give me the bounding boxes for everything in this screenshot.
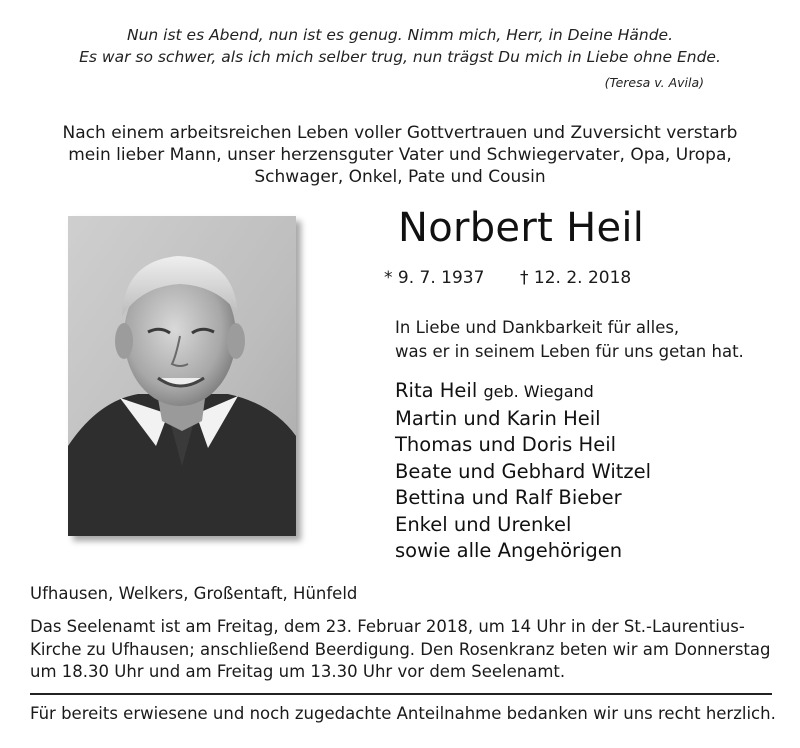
portrait-photo <box>68 216 296 536</box>
mourners-list <box>395 378 651 565</box>
mourner-item: Bettina und Ralf Bieber <box>395 486 622 509</box>
dedication-text <box>395 316 744 364</box>
service-details <box>30 616 772 684</box>
death-date: † 12. 2. 2018 <box>520 268 632 288</box>
mourner-item: Beate und Gebhard Witzel <box>395 459 652 483</box>
mourner-item: Thomas und Doris Heil <box>395 433 617 456</box>
closing-thanks: Für bereits erwiesene und noch zugedachte Anteilnahme bedanken wir uns recht herzlich. <box>30 704 776 723</box>
mourner-item: Martin und Karin Heil <box>395 406 601 430</box>
mourner-item: sowie alle Angehörigen <box>395 539 623 562</box>
mourner-primary <box>395 378 651 406</box>
places-line: Ufhausen, Welkers, Großentaft, Hünfeld <box>30 584 358 603</box>
intro-line-2: mein lieber Mann, unser herzensguter Vater und Schwiegervater, Opa, Uropa, <box>68 145 732 165</box>
intro-line-1: Nach einem arbeitsreichen Leben voller Gottvertrauen und Zuversicht verstarb <box>62 123 738 143</box>
poem-line-1: Nun ist es Abend, nun ist es genug. Nimm mich, Herr, in Deine Hände. <box>126 26 674 44</box>
poem-attribution: (Teresa v. Avila) <box>604 75 704 90</box>
divider <box>30 693 772 695</box>
intro-line-3: Schwager, Onkel, Pate und Cousin <box>254 167 546 187</box>
service-line-3: um 18.30 Uhr und am Freitag um 13.30 Uhr vor dem Seelenamt. <box>30 662 566 681</box>
mourner-primary-name: Rita Heil <box>395 379 478 402</box>
mourner-item: Enkel und Urenkel <box>395 512 572 536</box>
deceased-name: Norbert Heil <box>398 205 645 251</box>
dedication-line-1: In Liebe und Dankbarkeit für alles, <box>395 318 680 337</box>
mourner-primary-maiden-name: geb. Wiegand <box>483 382 594 401</box>
poem-line-2: Es war so schwer, als ich mich selber trug, nun trägst Du mich in Liebe ohne Ende. <box>79 48 721 66</box>
birth-date: * 9. 7. 1937 <box>384 268 485 288</box>
service-line-1: Das Seelenamt ist am Freitag, dem 23. Februar 2018, um 14 Uhr in der St.-Laurentius- <box>30 617 745 636</box>
dedication-line-2: was er in seinem Leben für uns getan hat. <box>395 342 744 361</box>
service-line-2: Kirche zu Ufhausen; anschließend Beerdigung. Den Rosenkranz beten wir am Donnerstag <box>30 639 771 659</box>
intro-text <box>40 122 760 188</box>
